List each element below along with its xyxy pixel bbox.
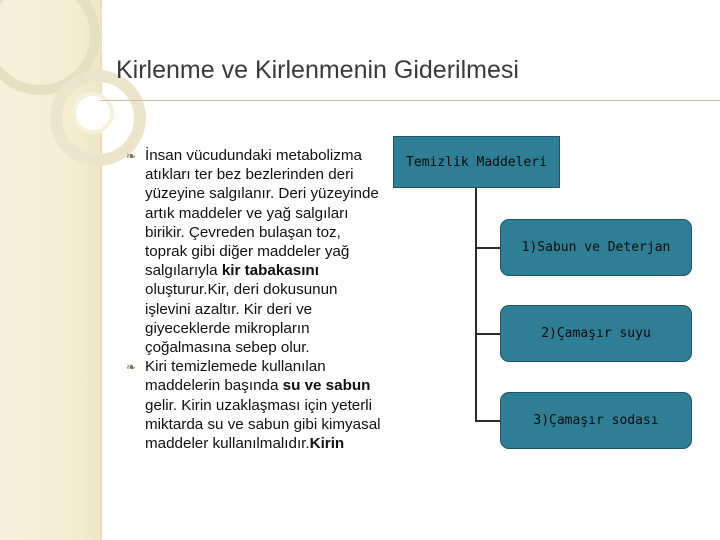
connector-branch-1 bbox=[475, 247, 501, 249]
connector-branch-3 bbox=[475, 420, 501, 422]
bullet-text-bold: kir tabakasını bbox=[221, 262, 319, 280]
bullet-list bbox=[126, 146, 386, 453]
connector-branch-2 bbox=[475, 333, 501, 335]
bullet-text-part: İnsan vücudundaki metabolizma atıkları ter bez bezlerinden deri yüzeyine salgılanır. Deri yüzeyinde artık maddeler ve yağ salgıları birikir. Çevreden bulaşan toz, toprak gibi diğer maddeler yağ salgılarıyla bbox=[145, 147, 379, 280]
bullet-text-bold: su ve sabun bbox=[282, 377, 371, 395]
title-divider-line bbox=[100, 100, 720, 101]
diagram-child-box-1: 1)Sabun ve Deterjan bbox=[500, 219, 692, 276]
bullet-text-part: gelir. Kirin uzaklaşması için yeterli miktarda su ve sabun gibi kimyasal maddeler kullanılmalıdır. bbox=[145, 396, 381, 453]
decorative-circle-inner bbox=[72, 92, 114, 134]
diagram-root-box: Temizlik Maddeleri bbox=[393, 136, 560, 188]
connector-trunk bbox=[475, 188, 477, 421]
bullet-text-bold: Kirin bbox=[309, 435, 345, 453]
ornament-bullet-icon: ❧ bbox=[126, 360, 137, 375]
slide-title: Kirlenme ve Kirlenmenin Giderilmesi bbox=[116, 56, 519, 84]
bullet-item bbox=[126, 146, 386, 357]
diagram-child-box-2: 2)Çamaşır suyu bbox=[500, 305, 692, 362]
diagram-child-box-3: 3)Çamaşır sodası bbox=[500, 392, 692, 449]
bullet-item bbox=[126, 357, 386, 453]
ornament-bullet-icon: ❧ bbox=[126, 149, 137, 163]
bullet-text-part: Kiri temizlemede kullanılan maddelerin başında bbox=[145, 358, 326, 395]
bullet-text-part: oluşturur.Kir, deri dokusunun işlevini azaltır. Kir deri ve giyeceklerde mikropların çoğalmasına sebep olur. bbox=[145, 281, 338, 357]
